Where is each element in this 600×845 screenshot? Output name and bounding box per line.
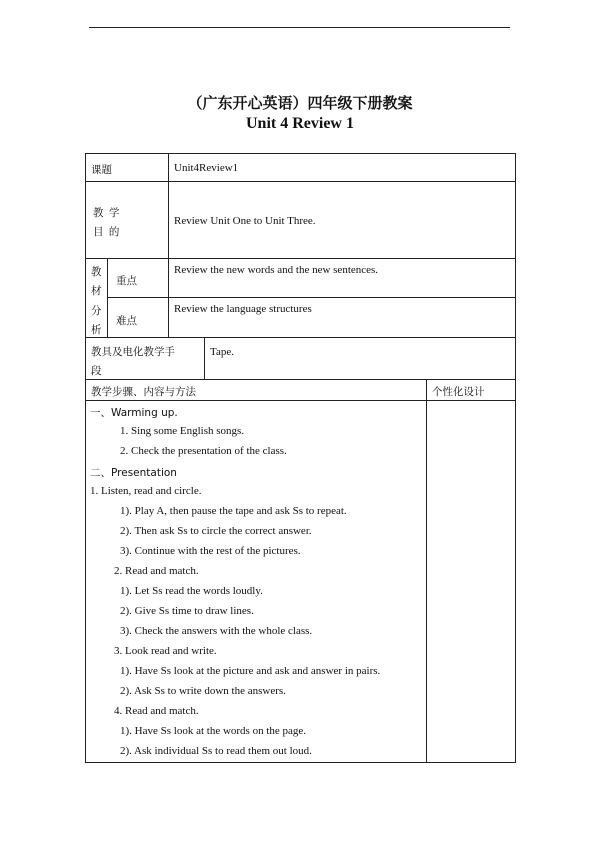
aids-label-line-2: 段 [91,365,102,377]
step-line: 3). Continue with the rest of the pictures. [120,545,301,557]
step-line: 1). Play A, then pause the tape and ask Ss to repeat. [120,505,347,517]
step-line: 2). Ask Ss to write down the answers. [120,685,286,697]
step-line [90,465,177,480]
step-text: 二、Presentation [90,467,177,479]
step-line: 2). Give Ss time to draw lines. [120,605,254,617]
step-line: 3). Check the answers with the whole class. [120,625,313,637]
step-line: 1). Have Ss look at the words on the page. [120,725,307,737]
analysis-label-cell [85,258,108,338]
aids-value: Tape. [204,337,516,380]
topic-label: 课题 [85,153,169,182]
objective-label-line-1: 教 学 [93,207,121,219]
step-line: 4. Read and match. [114,705,199,717]
difficult-point-label: 难点 [107,297,169,338]
document-title-cn: （广东开心英语）四年级下册教案 [187,94,413,112]
analysis-char-2: 材 [91,285,102,297]
aids-label-line-1: 教具及电化教学手 [91,346,175,358]
analysis-char-1: 教 [91,266,102,278]
step-line: 2. Read and match. [114,565,199,577]
analysis-char-4: 析 [91,324,102,336]
document-title-en: Unit 4 Review 1 [246,115,354,132]
header-rule [89,27,510,28]
step-line: 2. Check the presentation of the class. [120,445,287,457]
objective-label-line-2: 目 的 [93,226,121,238]
step-line: 1). Let Ss read the words loudly. [120,585,263,597]
difficult-point-value: Review the language structures [168,297,516,338]
objective-label-cell [85,181,169,259]
step-line: 3. Look read and write. [114,645,217,657]
key-point-label: 重点 [107,258,169,298]
personal-design-cell [426,400,516,763]
step-line: 2). Then ask Ss to circle the correct answer. [120,525,312,537]
step-text: 一、Warming up. [90,407,178,419]
key-point-value: Review the new words and the new sentences. [168,258,516,298]
analysis-char-3: 分 [91,305,102,317]
topic-value: Unit4Review1 [168,153,516,182]
step-line: 1. Sing some English songs. [120,425,245,437]
objective-value: Review Unit One to Unit Three. [168,181,516,259]
steps-header: 教学步骤、内容与方法 [85,379,427,401]
aids-label-cell [85,337,205,380]
step-line [90,405,178,420]
step-line: 1. Listen, read and circle. [90,485,202,497]
step-line: 2). Ask individual Ss to read them out loud. [120,745,312,757]
personal-design-header: 个性化设计 [426,379,516,401]
step-line: 1). Have Ss look at the picture and ask and answer in pairs. [120,665,381,677]
